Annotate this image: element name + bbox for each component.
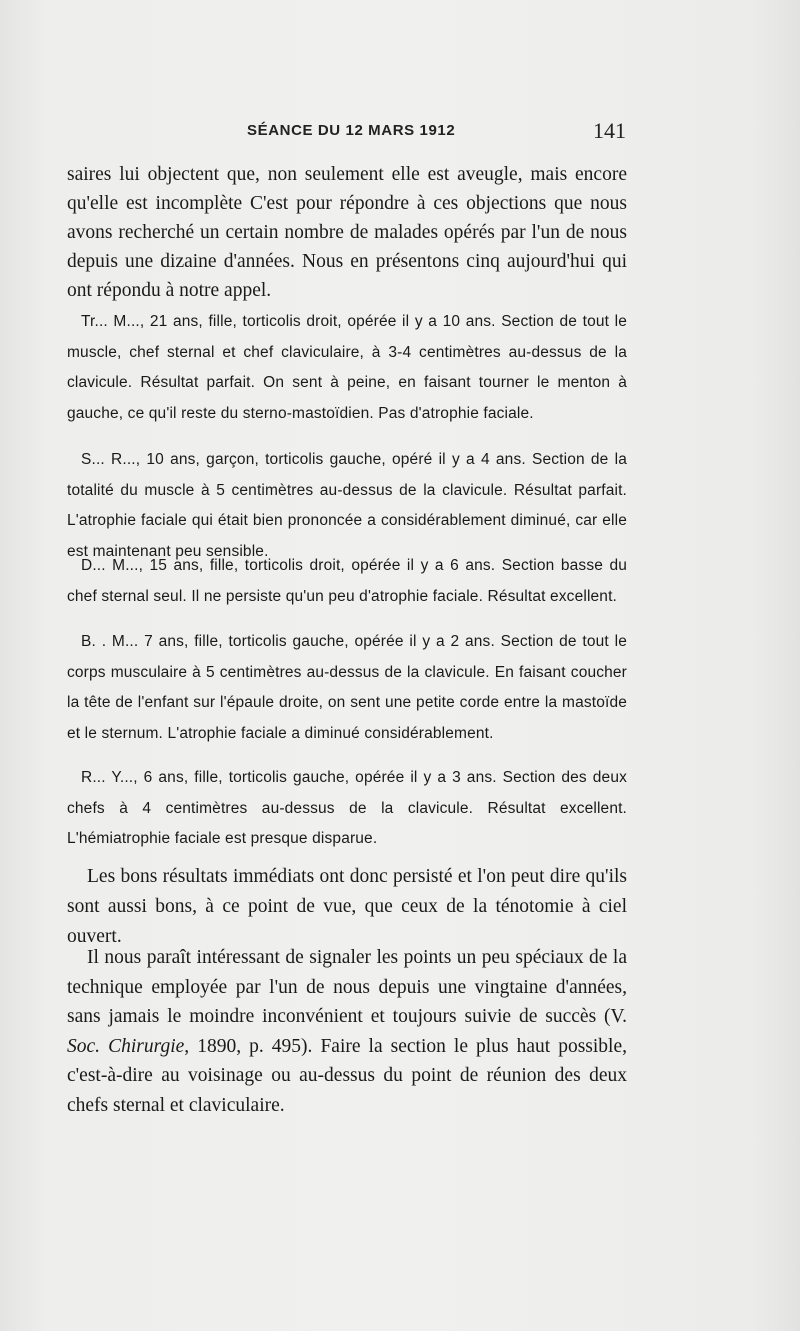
technique-text-start: Il nous paraît intéressant de signaler les points un peu spéciaux de la technique employée par l'un de nous depuis une vingtaine d'années, sans jamais le moindre inconvénient et toujours suivie de succès (V. <box>67 947 627 1027</box>
running-head: SÉANCE DU 12 MARS 1912 <box>247 122 456 139</box>
technique-paragraph <box>67 943 627 1120</box>
case-paragraph-5: R... Y..., 6 ans, fille, torticolis gauche, opérée il y a 3 ans. Section des deux chefs à 4 centimètres au-dessus de la clavicule. Résultat excellent. L'hémiatrophie faciale est presque disparue. <box>67 769 627 847</box>
page-number: 141 <box>593 118 626 143</box>
case-paragraph-3: D... M..., 15 ans, fille, torticolis droit, opérée il y a 6 ans. Section basse du chef sternal seul. Il ne persiste qu'un peu d'atrophie faciale. Résultat excellent. <box>67 557 627 605</box>
journal-citation: Soc. Chirurgie <box>67 1035 185 1057</box>
case-paragraph-2: S... R..., 10 ans, garçon, torticolis gauche, opéré il y a 4 ans. Section de la totalité du muscle à 5 centimètres au-dessus de la clavicule. Résultat parfait. L'atrophie faciale qui était bien prononcée a considérablement diminué, car elle est maintenant peu sensible. <box>67 451 627 560</box>
case-paragraph-1: Tr... M..., 21 ans, fille, torticolis droit, opérée il y a 10 ans. Section de tout le muscle, chef sternal et chef claviculaire, à 3-4 centimètres au-dessus de la clavicule. Résultat parfait. On sent à peine, en faisant tourner le menton à gauche, ce qu'il reste du sterno-mastoïdien. Pas d'atrophie faciale. <box>67 313 627 422</box>
technique-text-end: , 1890, p. 495). Faire la section le plus haut possible, c'est-à-dire au voisinage ou au-dessus du point de réunion des deux chefs sternal et claviculaire. <box>67 1035 628 1116</box>
page-header <box>0 120 800 150</box>
conclusion-paragraph: Les bons résultats immédiats ont donc persisté et l'on peut dire qu'ils sont aussi bons, à ce point de vue, que ceux de la ténotomie à ciel ouvert. <box>67 866 627 947</box>
case-paragraph-4: B. . M... 7 ans, fille, torticolis gauche, opérée il y a 2 ans. Section de tout le corps musculaire à 5 centimètres au-dessus de la clavicule. En faisant coucher la tête de l'enfant sur l'épaule droite, on sent une petite corde entre la mastoïde et le sternum. L'atrophie faciale a diminué considérablement. <box>67 633 627 742</box>
intro-paragraph: saires lui objectent que, non seulement elle est aveugle, mais encore qu'elle est incomplète C'est pour répondre à ces objections que nous avons recherché un certain nombre de malades opérés par l'un de nous depuis une dizaine d'années. Nous en présentons cinq aujourd'hui qui ont répondu à notre appel. <box>67 164 627 301</box>
